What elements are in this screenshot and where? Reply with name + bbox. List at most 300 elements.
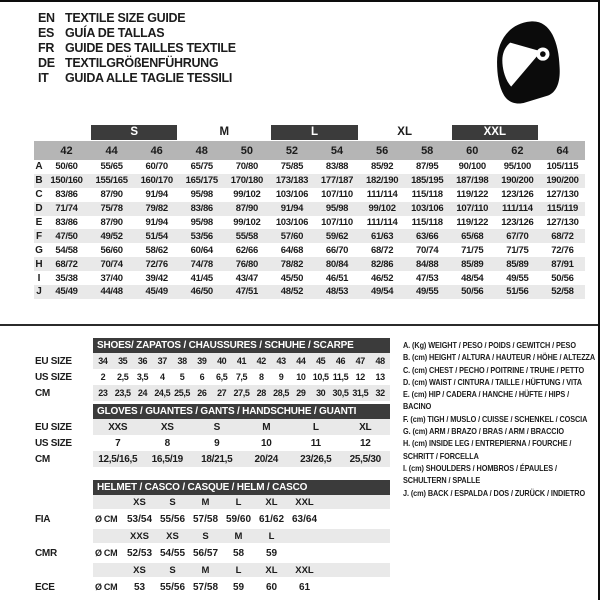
cell-value: 43 bbox=[276, 356, 286, 366]
size-value: 48/53 bbox=[325, 286, 349, 298]
size-value: 123/126 bbox=[501, 217, 534, 228]
size-value: 87/90 bbox=[100, 189, 123, 201]
size-value: 64/68 bbox=[280, 244, 304, 256]
helmet-value: 53/54 bbox=[126, 513, 153, 525]
language-row bbox=[38, 41, 236, 56]
cell-value: 20/24 bbox=[254, 453, 279, 465]
cell-value: 7,5 bbox=[235, 372, 248, 382]
cell-value: 30 bbox=[316, 388, 326, 398]
row-label: US SIZE bbox=[35, 437, 72, 449]
size-value: 57/60 bbox=[280, 230, 304, 242]
size-value: 72/76 bbox=[145, 258, 168, 270]
cell-value: 28,5 bbox=[273, 388, 290, 398]
helmet-value: 55/56 bbox=[159, 513, 186, 525]
size-value: 61/63 bbox=[370, 230, 394, 242]
language-header bbox=[38, 11, 236, 85]
size-value: 70/74 bbox=[100, 258, 123, 270]
size-value: 91/94 bbox=[145, 189, 168, 201]
helmet-size-label: M bbox=[201, 564, 210, 576]
row-label bbox=[35, 529, 93, 543]
size-value: 62/66 bbox=[235, 244, 258, 256]
cell-value: 40 bbox=[217, 356, 227, 366]
cell-value: 10 bbox=[296, 372, 306, 382]
size-value: 53/56 bbox=[190, 230, 213, 242]
cell-value: 6,5 bbox=[216, 372, 228, 382]
size-value: 71/75 bbox=[506, 244, 529, 256]
size-value: 67/70 bbox=[506, 230, 529, 242]
helmet-size-row bbox=[35, 495, 390, 509]
size-value: 173/183 bbox=[275, 175, 309, 187]
cell-value: 34 bbox=[98, 356, 108, 366]
cell-value: 23,5 bbox=[114, 388, 131, 398]
helmet-size-label: M bbox=[201, 496, 210, 508]
language-code: IT bbox=[38, 70, 49, 85]
size-value: 46/50 bbox=[190, 286, 213, 298]
cell-value: 12 bbox=[359, 437, 371, 449]
size-value: 155/165 bbox=[95, 175, 128, 187]
size-value: 55/58 bbox=[235, 230, 258, 242]
size-value: 51/56 bbox=[506, 286, 529, 298]
legend-item: E. (cm) HIP / CADERA / HANCHE / HÜFTE / HIPS / BACINO bbox=[403, 389, 570, 412]
size-value: 80/84 bbox=[325, 258, 349, 270]
row-letter: A bbox=[35, 161, 43, 173]
helmet-value: 59 bbox=[232, 581, 245, 593]
size-row-C bbox=[34, 188, 585, 202]
size-row-G bbox=[34, 243, 585, 257]
size-value: 103/106 bbox=[275, 217, 309, 228]
size-value: 182/190 bbox=[365, 175, 399, 187]
cell-value: 2 bbox=[100, 372, 106, 382]
legend-item: I. (cm) SHOULDERS / HOMBROS / ÉPAULES / SCHULTERN / SPALLE bbox=[403, 462, 557, 486]
size-value: 150/160 bbox=[50, 175, 83, 187]
size-group-XXL: XXL bbox=[452, 125, 538, 140]
size-value: 50/56 bbox=[461, 286, 484, 298]
size-number-row bbox=[34, 141, 585, 160]
cell-value: 30,5 bbox=[332, 388, 349, 398]
row-label bbox=[35, 495, 93, 509]
size-row-A bbox=[34, 160, 585, 174]
size-group-XL: XL bbox=[397, 126, 412, 138]
size-column-header: 52 bbox=[285, 144, 299, 157]
cell-value: 41 bbox=[236, 356, 247, 366]
row-values bbox=[93, 577, 390, 597]
legend-item: B. (cm) HEIGHT / ALTURA / HAUTEUR / HÖHE / ALTEZZA bbox=[403, 352, 596, 363]
size-value: 95/98 bbox=[190, 189, 213, 201]
language-row bbox=[38, 55, 236, 70]
size-value: 66/70 bbox=[325, 244, 349, 256]
cell-value: 11,5 bbox=[332, 372, 349, 382]
cell-value: 3,5 bbox=[136, 372, 149, 382]
row-letter: H bbox=[35, 258, 43, 270]
helmet-value: 61 bbox=[298, 581, 311, 593]
helmet-size-label: S bbox=[202, 530, 209, 542]
size-column-header: 56 bbox=[375, 144, 389, 157]
size-value: 115/118 bbox=[411, 217, 443, 228]
cell-value: 10,5 bbox=[312, 372, 329, 382]
size-value: 190/200 bbox=[501, 175, 534, 187]
helmet-value: 53 bbox=[133, 581, 146, 593]
size-value: 60/70 bbox=[145, 161, 168, 173]
size-value: 83/88 bbox=[325, 161, 349, 173]
size-value: 91/94 bbox=[145, 217, 168, 228]
cell-value: 29 bbox=[296, 388, 306, 398]
size-row-F bbox=[34, 229, 585, 243]
size-value: 127/130 bbox=[546, 217, 579, 228]
legend-item: A. (Kg) WEIGHT / PESO / POIDS / GEWITCH / PESO bbox=[403, 340, 576, 350]
size-value: 87/91 bbox=[551, 258, 574, 270]
cell-value: 27 bbox=[217, 388, 227, 398]
helmet-value-row bbox=[35, 577, 390, 597]
legend-item: C. (cm) CHEST / PECHO / POITRINE / TRUHE / PETTO bbox=[403, 364, 585, 375]
racing-helmet-icon bbox=[490, 17, 564, 107]
size-value: 103/106 bbox=[411, 203, 444, 215]
helmet-size-label: S bbox=[169, 496, 176, 508]
row-letter: E bbox=[35, 217, 43, 228]
size-value: 71/75 bbox=[461, 244, 484, 256]
size-value: 78/82 bbox=[280, 258, 304, 270]
standard-label: FIA bbox=[35, 513, 51, 525]
size-value: 74/78 bbox=[190, 258, 213, 270]
size-value: 48/52 bbox=[280, 286, 304, 298]
row-letter: I bbox=[37, 272, 41, 284]
row-letter: B bbox=[35, 175, 43, 187]
row-values bbox=[93, 563, 390, 577]
language-row bbox=[38, 26, 236, 41]
helmet-value: 52/53 bbox=[126, 547, 153, 559]
size-value: 115/118 bbox=[411, 189, 443, 201]
size-value: 111/114 bbox=[366, 217, 398, 228]
size-value: 91/94 bbox=[280, 203, 304, 215]
helmet-size-label: XS bbox=[133, 564, 146, 576]
size-value: 35/38 bbox=[55, 272, 78, 284]
row-letter: J bbox=[36, 286, 42, 298]
cell-value: 39 bbox=[197, 356, 207, 366]
size-value: 75/78 bbox=[100, 203, 123, 215]
size-value: 79/82 bbox=[145, 203, 168, 215]
helmet-table-title: HELMET / CASCO / CASQUE / HELM / CASCO bbox=[93, 480, 390, 495]
language-title: TEXTILGRÖßENFÜHRUNG bbox=[65, 55, 219, 70]
legend-item: F. (cm) TIGH / MUSLO / CUISSE / SCHENKEL / COSCIA bbox=[403, 413, 588, 424]
size-value: 119/122 bbox=[456, 189, 489, 201]
shoes-table bbox=[35, 338, 390, 401]
size-column-header: 60 bbox=[466, 144, 479, 157]
size-value: 49/55 bbox=[506, 272, 529, 284]
size-row-E bbox=[34, 216, 585, 230]
size-value: 47/51 bbox=[235, 286, 258, 298]
size-value: 99/102 bbox=[368, 203, 396, 215]
cell-value: 5 bbox=[179, 372, 185, 382]
size-value: 70/80 bbox=[235, 161, 258, 173]
cell-value: 31,5 bbox=[352, 388, 369, 398]
size-value: 177/187 bbox=[320, 175, 354, 187]
helmet-value: 61/62 bbox=[258, 513, 285, 525]
size-value: 37/40 bbox=[100, 272, 123, 284]
row-label: CM bbox=[35, 387, 50, 399]
size-value: 87/95 bbox=[416, 161, 439, 173]
helmet-value: 59/60 bbox=[225, 513, 252, 525]
row-letter: D bbox=[35, 203, 43, 215]
language-row bbox=[38, 70, 236, 85]
cell-value: 2,5 bbox=[117, 372, 129, 382]
helmet-size-label: M bbox=[234, 530, 243, 542]
cell-value: 18/21,5 bbox=[201, 453, 233, 465]
standard-label: ECE bbox=[35, 581, 55, 593]
cell-value: XL bbox=[359, 421, 372, 433]
size-value: 119/122 bbox=[456, 217, 489, 228]
size-value: 107/110 bbox=[321, 189, 353, 201]
size-value: 95/98 bbox=[325, 203, 349, 215]
size-value: 87/90 bbox=[235, 203, 258, 215]
cell-value: 9 bbox=[214, 437, 220, 449]
helmet-size-label: S bbox=[169, 564, 176, 576]
size-row-J bbox=[34, 285, 585, 299]
row-values bbox=[93, 353, 390, 369]
size-value: 95/100 bbox=[503, 161, 531, 173]
size-group-S: S bbox=[91, 125, 177, 140]
size-value: 83/86 bbox=[55, 189, 78, 201]
row-values bbox=[93, 369, 390, 385]
size-value: 56/60 bbox=[100, 244, 123, 256]
size-column-header: 64 bbox=[556, 144, 569, 157]
size-value: 170/180 bbox=[230, 175, 263, 187]
cell-value: 16,5/19 bbox=[151, 453, 183, 465]
helmet-table bbox=[35, 480, 390, 597]
row-values bbox=[93, 435, 390, 451]
textile-size-table bbox=[34, 124, 585, 299]
size-value: 43/47 bbox=[235, 272, 258, 284]
cell-value: 28 bbox=[256, 388, 266, 398]
legend-item: G. (cm) ARM / BRAZO / BRAS / ARM / BRACCIO bbox=[403, 426, 564, 437]
helmet-size-label: L bbox=[235, 564, 242, 576]
size-row-D bbox=[34, 202, 585, 216]
size-value: 49/55 bbox=[416, 286, 439, 298]
cell-value: 13 bbox=[375, 372, 385, 382]
row-label: EU SIZE bbox=[35, 355, 72, 367]
cell-value: 46 bbox=[335, 356, 346, 366]
standard-label: CMR bbox=[35, 547, 57, 559]
cell-value: 12 bbox=[355, 372, 365, 382]
shoes-row bbox=[35, 353, 390, 369]
size-value: 72/76 bbox=[551, 244, 574, 256]
cell-value: 44 bbox=[296, 356, 306, 366]
size-value: 165/175 bbox=[185, 175, 218, 187]
gloves-row bbox=[35, 451, 390, 467]
cell-value: 47 bbox=[355, 356, 365, 366]
cell-value: 11 bbox=[310, 437, 321, 449]
size-value: 65/68 bbox=[461, 230, 484, 242]
shoes-table-title: SHOES/ ZAPATOS / CHAUSSURES / SCHUHE / SCARPE bbox=[93, 338, 390, 353]
helmet-value: 60 bbox=[265, 581, 278, 593]
size-value: 123/126 bbox=[501, 189, 534, 201]
row-values bbox=[93, 529, 390, 543]
helmet-size-label: XS bbox=[133, 496, 146, 508]
size-value: 44/48 bbox=[100, 286, 123, 298]
size-value: 85/89 bbox=[461, 258, 484, 270]
cell-value: 37 bbox=[157, 356, 167, 366]
legend-item: J. (cm) BACK / ESPALDA / DOS / ZURÜCK / INDIETRO bbox=[403, 487, 586, 498]
size-column-header: 54 bbox=[330, 144, 344, 157]
helmet-value: 57/58 bbox=[192, 513, 219, 525]
shoes-row bbox=[35, 369, 390, 385]
gloves-row bbox=[35, 419, 390, 435]
helmet-size-label: XXL bbox=[295, 496, 314, 508]
size-value: 82/86 bbox=[370, 258, 394, 270]
language-code: EN bbox=[38, 11, 55, 26]
cell-value: M bbox=[262, 421, 271, 433]
size-value: 45/49 bbox=[145, 286, 168, 298]
size-value: 47/53 bbox=[416, 272, 439, 284]
helmet-value-row bbox=[35, 509, 390, 529]
legend-item: D. (cm) WAIST / CINTURA / TAILLE / HÜFTUNG / VITA bbox=[403, 376, 582, 387]
cell-value: 32 bbox=[375, 388, 385, 398]
language-title: GUIDA ALLE TAGLIE TESSILI bbox=[65, 70, 233, 85]
row-values bbox=[93, 451, 390, 467]
helmet-value: 54/55 bbox=[159, 547, 186, 559]
size-value: 115/119 bbox=[546, 203, 579, 215]
size-value: 68/72 bbox=[370, 244, 394, 256]
size-value: 83/86 bbox=[190, 203, 213, 215]
size-value: 50/60 bbox=[55, 161, 78, 173]
size-group-M: M bbox=[219, 126, 230, 138]
language-row bbox=[38, 11, 236, 26]
language-code: DE bbox=[38, 55, 55, 70]
size-column-header: 44 bbox=[105, 144, 118, 157]
gloves-table bbox=[35, 404, 390, 467]
size-row-H bbox=[34, 257, 585, 271]
row-letter: C bbox=[35, 189, 43, 201]
size-table-body bbox=[34, 160, 585, 299]
helmet-size-row bbox=[35, 563, 390, 577]
row-label: CM bbox=[35, 453, 50, 465]
size-value: 54/58 bbox=[55, 244, 78, 256]
size-value: 41/45 bbox=[190, 272, 213, 284]
helmet-size-label: XL bbox=[265, 496, 278, 508]
cell-value: 36 bbox=[137, 356, 148, 366]
cell-value: L bbox=[312, 421, 319, 433]
size-value: 85/89 bbox=[506, 258, 529, 270]
helmet-value: 57/58 bbox=[192, 581, 219, 593]
size-value: 47/50 bbox=[55, 230, 78, 242]
size-value: 71/74 bbox=[55, 203, 78, 215]
size-column-header: 50 bbox=[240, 144, 253, 157]
cell-value: 48 bbox=[375, 356, 385, 366]
size-column-header: 46 bbox=[150, 144, 163, 157]
row-values bbox=[93, 419, 390, 435]
cell-value: 10 bbox=[260, 437, 272, 449]
row-letter: G bbox=[35, 244, 43, 256]
unit-label: Ø CM bbox=[95, 582, 118, 592]
gloves-row bbox=[35, 435, 390, 451]
size-value: 51/54 bbox=[145, 230, 168, 242]
size-value: 75/85 bbox=[280, 161, 304, 173]
size-value: 45/50 bbox=[280, 272, 304, 284]
helmet-value-row bbox=[35, 543, 390, 563]
shoes-row bbox=[35, 385, 390, 401]
cell-value: 6 bbox=[199, 372, 205, 382]
language-code: ES bbox=[38, 26, 55, 41]
size-value: 46/51 bbox=[325, 272, 349, 284]
cell-value: 23 bbox=[98, 388, 108, 398]
size-value: 59/62 bbox=[325, 230, 349, 242]
cell-value: 35 bbox=[118, 356, 128, 366]
size-value: 90/100 bbox=[458, 161, 486, 173]
size-value: 99/102 bbox=[233, 217, 261, 228]
row-label bbox=[35, 563, 93, 577]
size-row-B bbox=[34, 174, 585, 188]
cell-value: 12,5/16,5 bbox=[98, 453, 138, 465]
size-value: 68/72 bbox=[551, 230, 574, 242]
gloves-table-title: GLOVES / GUANTES / GANTS / HANDSCHUHE / GUANTI bbox=[93, 404, 390, 419]
gloves-table-body bbox=[35, 419, 390, 467]
size-column-header: 42 bbox=[60, 144, 73, 157]
cell-value: 42 bbox=[256, 356, 266, 366]
helmet-size-label: XL bbox=[265, 564, 278, 576]
cell-value: 8 bbox=[164, 437, 170, 449]
size-value: 49/52 bbox=[100, 230, 123, 242]
cell-value: 24,5 bbox=[154, 388, 171, 398]
helmet-size-label: XXS bbox=[129, 530, 149, 542]
helmet-size-label: L bbox=[268, 530, 275, 542]
size-value: 111/114 bbox=[366, 189, 398, 201]
size-value: 45/49 bbox=[55, 286, 78, 298]
cell-value: 38 bbox=[177, 356, 187, 366]
cell-value: 8 bbox=[258, 372, 264, 382]
size-value: 48/54 bbox=[461, 272, 484, 284]
cell-value: 24 bbox=[137, 388, 148, 398]
cell-value: 9 bbox=[278, 372, 284, 382]
size-value: 65/75 bbox=[190, 161, 213, 173]
size-value: 190/200 bbox=[546, 175, 579, 187]
size-group-row bbox=[34, 124, 585, 141]
helmet-value: 63/64 bbox=[291, 513, 318, 525]
helmet-value: 55/56 bbox=[159, 581, 186, 593]
size-value: 107/110 bbox=[456, 203, 489, 215]
cell-value: 25,5 bbox=[174, 388, 191, 398]
helmet-size-row bbox=[35, 529, 390, 543]
cell-value: 23/26,5 bbox=[300, 453, 332, 465]
size-value: 105/115 bbox=[546, 161, 579, 173]
row-label: EU SIZE bbox=[35, 421, 72, 433]
size-value: 103/106 bbox=[275, 189, 309, 201]
legend-item: H. (cm) INSIDE LEG / ENTREPIERNA / FOURCHE / SCHRITT / FORCELLA bbox=[403, 438, 572, 461]
helmet-value: 56/57 bbox=[192, 547, 219, 559]
row-label: US SIZE bbox=[35, 371, 72, 383]
language-title: GUÍA DE TALLAS bbox=[65, 26, 165, 41]
shoes-table-body bbox=[35, 353, 390, 401]
cell-value: 25,5/30 bbox=[349, 453, 381, 465]
size-value: 187/198 bbox=[456, 175, 489, 187]
size-value: 83/86 bbox=[55, 217, 78, 228]
cell-value: XXS bbox=[108, 421, 128, 433]
size-value: 52/58 bbox=[551, 286, 574, 298]
size-value: 127/130 bbox=[546, 189, 579, 201]
size-group-L: L bbox=[271, 125, 357, 140]
size-value: 60/64 bbox=[190, 244, 213, 256]
size-value: 50/56 bbox=[551, 272, 574, 284]
helmet-value: 58 bbox=[232, 547, 245, 559]
cell-value: 7 bbox=[115, 437, 121, 449]
size-value: 70/74 bbox=[416, 244, 439, 256]
helmet-table-body bbox=[35, 495, 390, 597]
size-value: 160/170 bbox=[140, 175, 173, 187]
size-value: 39/42 bbox=[145, 272, 168, 284]
helmet-value: 59 bbox=[265, 547, 278, 559]
cell-value: XS bbox=[160, 421, 174, 433]
size-row-I bbox=[34, 271, 585, 285]
size-column-header: 48 bbox=[195, 144, 208, 157]
cell-value: 4 bbox=[159, 372, 165, 382]
size-value: 84/88 bbox=[416, 258, 439, 270]
